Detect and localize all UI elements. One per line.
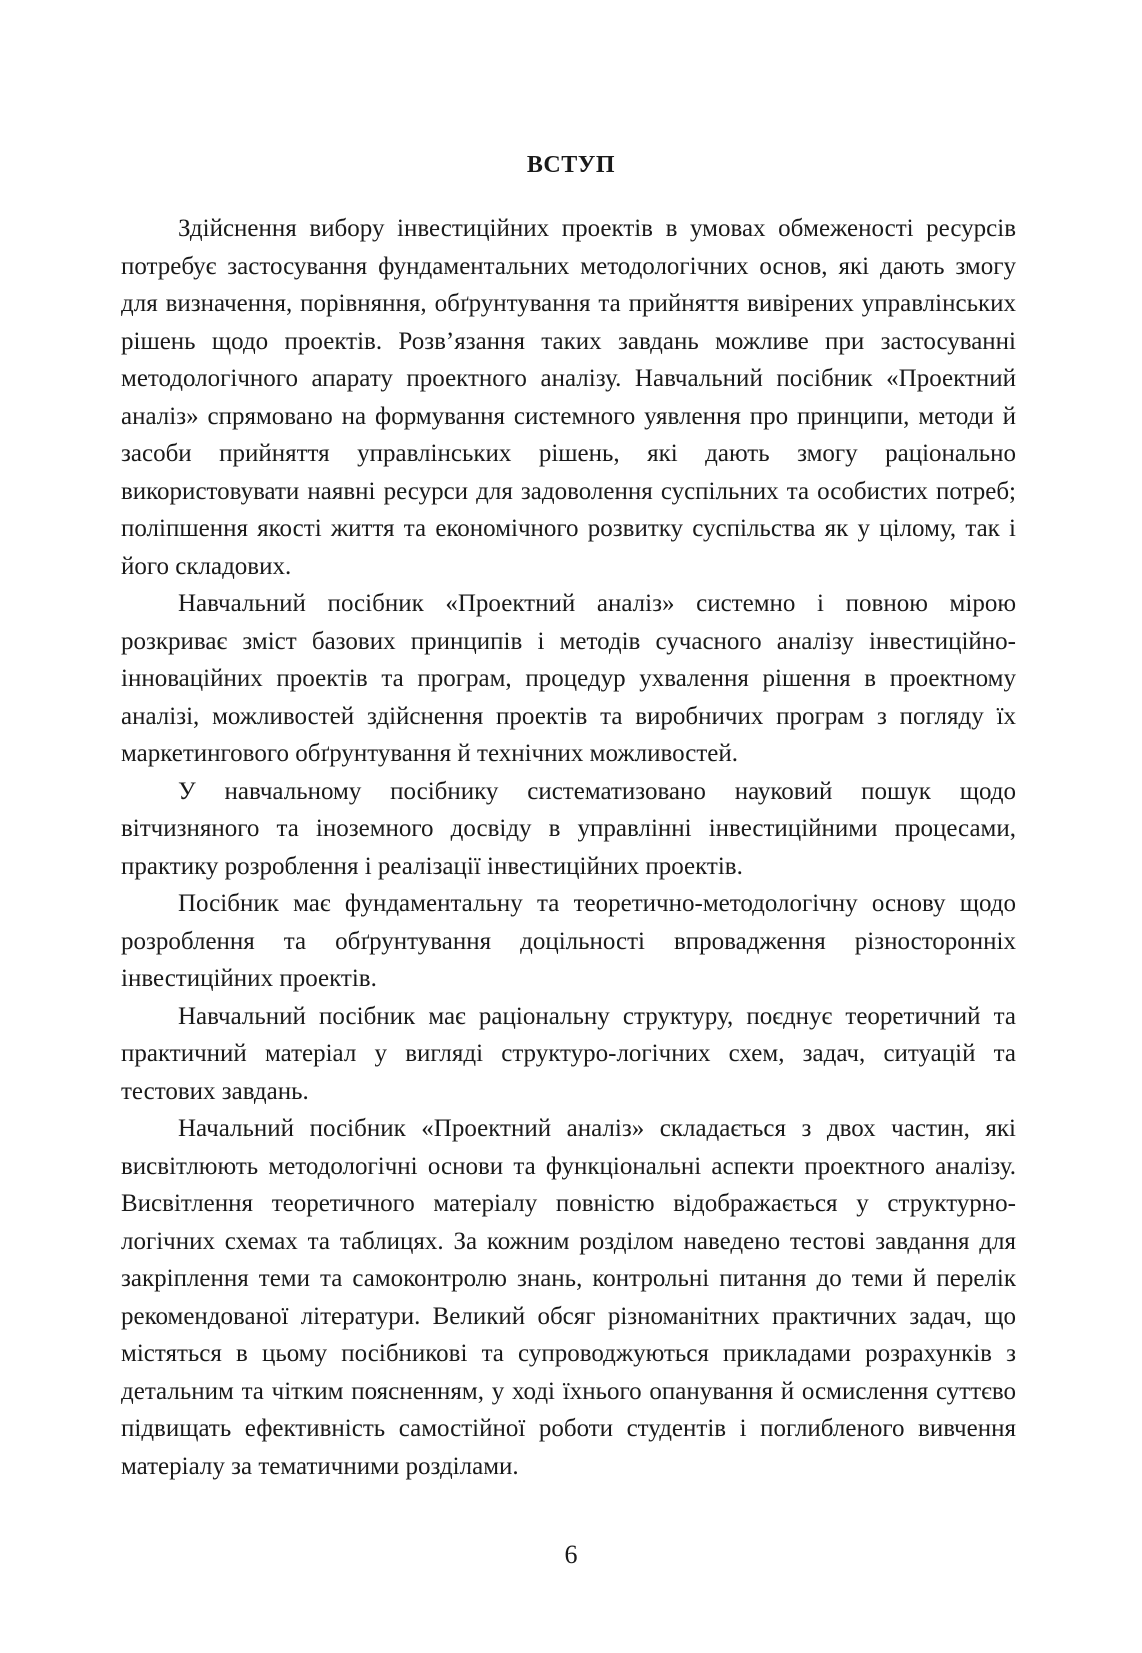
paragraph-3: У навчальному посібнику систематизовано науковий пошук щодо вітчизняного та іноземного досвіду в управлінні інвестиційними процесами, практику розроблення і реалізації інвестиційних проектів. xyxy=(121,777,1016,880)
page-title: ВСТУП xyxy=(526,152,616,178)
paragraph-1: Здійснення вибору інвестиційних проектів в умовах обмеженості ресурсів потребує застосування фундаментальних методологічних основ, які дають змогу для визначення, порівняння, обґрунтування та прийняття вивірених управлінських рішень щодо проектів. Розв’язання таких завдань можливе при застосуванні методологічного апарату проектного аналізу. Навчальний посібник «Проектний аналіз» спрямовано на формування системного уявлення про принципи, методи й засоби прийняття управлінських рішень, які дають змогу раціонально використовувати наявні ресурси для задоволення суспільних та особистих потреб; поліпшення якості життя та економічного розвитку суспільства як у цілому, так і його складових. xyxy=(121,215,1016,580)
body-text xyxy=(121,210,1016,1485)
paragraph-5: Навчальний посібник має раціональну структуру, поєднує теоретичний та практичний матеріал у вигляді структуро-логічних схем, задач, ситуацій та тестових завдань. xyxy=(121,1002,1016,1105)
paragraph-6: Начальний посібник «Проектний аналіз» складається з двох частин, які висвітлюють методологічні основи та функціональні аспекти проектного аналізу. Висвітлення теоретичного матеріалу повністю відображається у структурно-логічних схемах та таблицях. За кожним розділом наведено тестові завдання для закріплення теми та самоконтролю знань, контрольні питання до теми й перелік рекомендованої літератури. Великий обсяг різноманітних практичних задач, що містяться в цьому посібникові та супроводжуються прикладами розрахунків з детальним та чітким поясненням, у ході їхнього опанування й осмислення суттєво підвищать ефективність самостійної роботи студентів і поглибленого вивчення матеріалу за тематичними розділами. xyxy=(121,1115,1016,1480)
paragraph-4: Посібник має фундаментальну та теоретично-методологічну основу щодо розроблення та обґрунтування доцільності впровадження різносторонніх інвестиційних проектів. xyxy=(121,890,1016,992)
page-number: 6 xyxy=(564,1540,578,1569)
paragraph-2: Навчальний посібник «Проектний аналіз» системно і повною мірою розкриває зміст базових принципів і методів сучасного аналізу інвестиційно-інноваційних проектів та програм, процедур ухвалення рішення в проектному аналізі, можливостей здійснення проектів та виробничих програм з погляду їх маркетингового обґрунтування й технічних можливостей. xyxy=(121,590,1016,767)
